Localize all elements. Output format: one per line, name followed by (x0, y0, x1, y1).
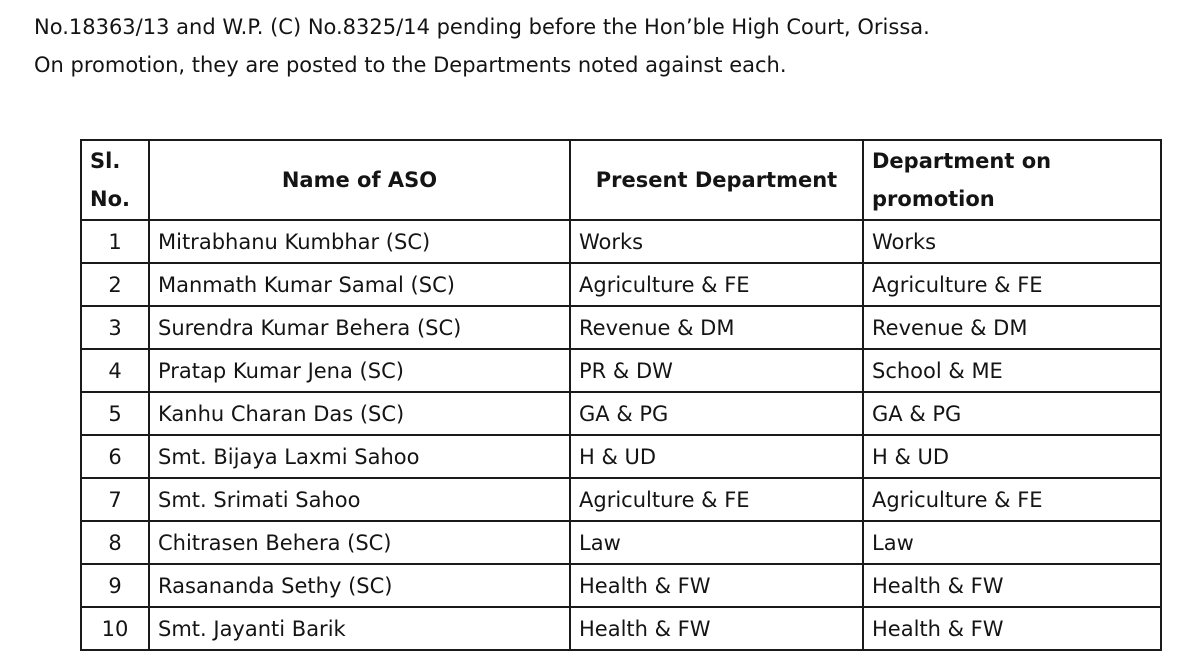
cell-present-department: Law (570, 521, 863, 564)
cell-present-department: H & UD (570, 435, 863, 478)
cell-sl-no: 8 (81, 521, 149, 564)
table-row (81, 478, 1161, 521)
header-name: Name of ASO (149, 140, 570, 220)
cell-department-on-promotion: Works (863, 220, 1161, 263)
cell-sl-no: 3 (81, 306, 149, 349)
table-row (81, 435, 1161, 478)
cell-name: Surendra Kumar Behera (SC) (149, 306, 570, 349)
table-row (81, 263, 1161, 306)
table-header-row (81, 140, 1161, 220)
table-row (81, 564, 1161, 607)
cell-present-department: Works (570, 220, 863, 263)
cell-sl-no: 7 (81, 478, 149, 521)
cell-department-on-promotion: Agriculture & FE (863, 478, 1161, 521)
cell-department-on-promotion: Health & FW (863, 564, 1161, 607)
table-row (81, 607, 1161, 650)
cell-name: Kanhu Charan Das (SC) (149, 392, 570, 435)
cell-name: Pratap Kumar Jena (SC) (149, 349, 570, 392)
cell-present-department: GA & PG (570, 392, 863, 435)
cell-department-on-promotion: School & ME (863, 349, 1161, 392)
cell-department-on-promotion: GA & PG (863, 392, 1161, 435)
cell-name: Chitrasen Behera (SC) (149, 521, 570, 564)
cell-name: Smt. Bijaya Laxmi Sahoo (149, 435, 570, 478)
table-row (81, 392, 1161, 435)
cell-department-on-promotion: Health & FW (863, 607, 1161, 650)
table-row (81, 349, 1161, 392)
cell-sl-no: 6 (81, 435, 149, 478)
cell-sl-no: 10 (81, 607, 149, 650)
cell-present-department: Revenue & DM (570, 306, 863, 349)
cell-present-department: Agriculture & FE (570, 263, 863, 306)
cell-name: Mitrabhanu Kumbhar (SC) (149, 220, 570, 263)
cell-name: Manmath Kumar Samal (SC) (149, 263, 570, 306)
cell-present-department: Health & FW (570, 607, 863, 650)
cell-sl-no: 2 (81, 263, 149, 306)
table-row (81, 220, 1161, 263)
cell-sl-no: 5 (81, 392, 149, 435)
intro-paragraph (34, 8, 930, 84)
cell-name: Smt. Srimati Sahoo (149, 478, 570, 521)
cell-department-on-promotion: Law (863, 521, 1161, 564)
cell-department-on-promotion: H & UD (863, 435, 1161, 478)
cell-present-department: Agriculture & FE (570, 478, 863, 521)
table-row (81, 521, 1161, 564)
header-department-on-promotion: Department on promotion (863, 140, 1161, 220)
paragraph-line-1: No.18363/13 and W.P. (C) No.8325/14 pending before the Hon’ble High Court, Orissa. (34, 15, 930, 39)
promotion-table (80, 139, 1162, 651)
cell-department-on-promotion: Agriculture & FE (863, 263, 1161, 306)
cell-sl-no: 1 (81, 220, 149, 263)
cell-sl-no: 4 (81, 349, 149, 392)
paragraph-line-2: On promotion, they are posted to the Departments noted against each. (34, 53, 787, 77)
cell-name: Smt. Jayanti Barik (149, 607, 570, 650)
cell-present-department: PR & DW (570, 349, 863, 392)
cell-department-on-promotion: Revenue & DM (863, 306, 1161, 349)
cell-present-department: Health & FW (570, 564, 863, 607)
table-row (81, 306, 1161, 349)
cell-name: Rasananda Sethy (SC) (149, 564, 570, 607)
header-sl-no: Sl. No. (81, 140, 149, 220)
cell-sl-no: 9 (81, 564, 149, 607)
header-present-department: Present Department (570, 140, 863, 220)
